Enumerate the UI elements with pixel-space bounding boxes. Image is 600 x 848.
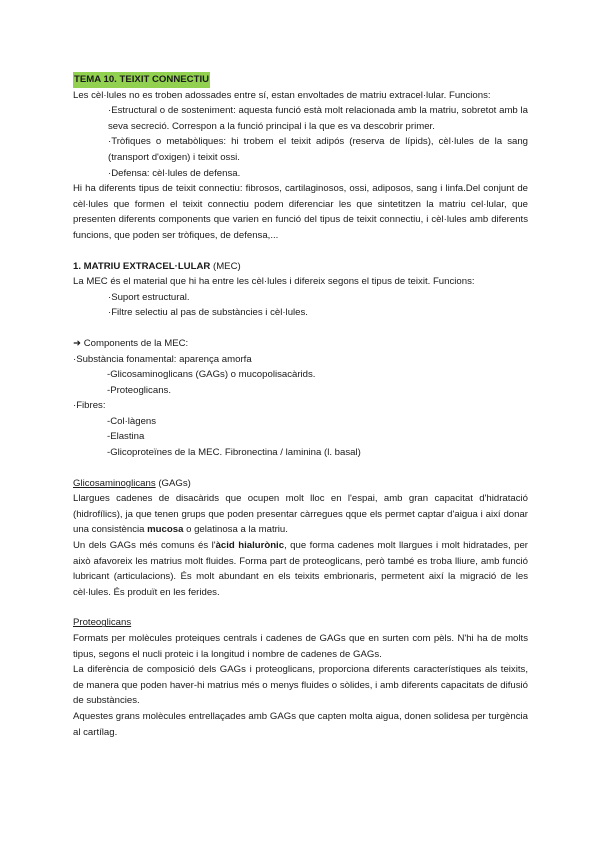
intro-function-2: ·Tròfiques o metabòliques: hi trobem el teixit adipós (reserva de lípids), cèl·lules de la sang (transport d'oxigen) i teixit ossi. <box>108 136 528 163</box>
gags-p2-text-b: , que forma cadenes molt llargues i molt hidratades, per això afavoreix les matrius molt fluides. Forma part de proteoglicans, però també es troba lliure, amb funció lubricant (articulacions). És molt abundant en els teixits embrionaris, permetent així la migració de les cèl·lules. És produït en les ferides. <box>73 540 528 598</box>
spacer <box>73 600 528 615</box>
substance-item-1: -Glicosaminoglicans (GAGs) o mucopolisacàrids. <box>107 369 316 381</box>
intro-paragraph: Hi ha diferents tipus de teixit connectiu: fibrosos, cartilaginosos, ossi, adiposos, sang i linfa.Del conjunt de cèl·lules que formen el teixit connectiu podem diferenciar les que sintetitzen la matriu cel·lular, que presenten diferents components que varien en funció del tipus de teixit connectiu, i cèl·lules amb diferents funcions, que poden ser tròfiques, de defensa,... <box>73 183 528 241</box>
spacer <box>73 244 528 259</box>
gags-heading <box>73 476 528 492</box>
proteoglicans-paragraph-1: Formats per molècules proteiques centrals i cadenes de GAGs que en surten com pèls. N'hi ha de molts tipus, segons el nucli proteic i la longitud i nombre de cadenes de GAGs. <box>73 633 528 660</box>
gags-p2-bold: àcid hialurònic <box>215 540 285 552</box>
gags-paragraph-2 <box>73 538 528 600</box>
gags-heading-rest: (GAGs) <box>155 477 191 489</box>
gags-p1-text-b: o gelatinosa a la matriu. <box>183 524 288 536</box>
fibres-item-3: -Glicoproteïnes de la MEC. Fibronectina / laminina (l. basal) <box>107 447 361 459</box>
intro-function-3: ·Defensa: cèl·lules de defensa. <box>108 167 241 179</box>
gags-heading-underlined: Glicosaminoglicans <box>73 477 156 489</box>
substance-item-2: -Proteoglicans. <box>107 384 171 396</box>
document-title: TEMA 10. TEIXIT CONNECTIU <box>73 72 210 88</box>
proteoglicans-heading: Proteoglicans <box>73 617 132 629</box>
section1-heading <box>73 259 528 275</box>
gags-paragraph-1 <box>73 491 528 538</box>
components-heading: ➜ Components de la MEC: <box>73 337 189 349</box>
substance-line: ·Substància fonamental: aparença amorfa <box>73 353 252 365</box>
gags-p1-text-a: Llargues cadenes de disacàrids que ocupen molt lloc en l'espai, amb gran capacitat d'hidratació (hidrofílics), ja que tenen grups que poden presentar càrregues qque els permet captar d'aigua i així donar una consistència <box>73 493 528 536</box>
gags-p2-text-a: Un dels GAGs més comuns és l' <box>73 540 216 552</box>
gags-p1-bold: mucosa <box>147 524 184 536</box>
fibres-item-1: -Col·làgens <box>107 415 157 427</box>
intro-function-1: ·Estructural o de sosteniment: aquesta funció està molt relacionada amb la matriu, sobretot amb la seva secreció. Correspon a la funció principal i la que es va descobrir primer. <box>108 105 528 132</box>
fibres-item-2: -Elastina <box>107 431 145 443</box>
intro-lead: Les cèl·lules no es troben adossades entre sí, estan envoltades de matriu extracel·lular. Funcions: <box>73 89 491 101</box>
section1-lead: La MEC és el material que hi ha entre les cèl·lules i difereix segons el tipus de teixit. Funcions: <box>73 276 475 288</box>
section1-function-2: ·Filtre selectiu al pas de substàncies i cèl·lules. <box>108 307 308 319</box>
section1-heading-rest: (MEC) <box>210 260 241 272</box>
spacer <box>73 321 528 336</box>
proteoglicans-paragraph-3: Aquestes grans molècules entrellaçades amb GAGs que capten molta aigua, donen solidesa per turgència al cartílag. <box>73 710 528 738</box>
spacer <box>73 461 528 476</box>
fibres-line: ·Fibres: <box>73 400 106 412</box>
section1-heading-bold: 1. MATRIU EXTRACEL·LULAR <box>73 260 211 272</box>
proteoglicans-paragraph-2: La diferència de composició dels GAGs i proteoglicans, proporciona diferents característiques als teixits, de manera que poden haver-hi matrius més o menys fluides o sòlides, i amb diferents capacitats de difusió de substàncies. <box>73 664 528 707</box>
title-line <box>73 72 528 88</box>
section1-function-1: ·Suport estructural. <box>108 291 190 303</box>
